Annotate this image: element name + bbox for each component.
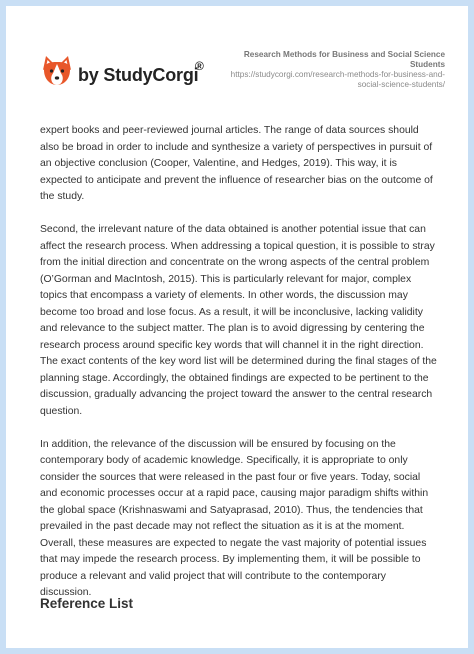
paragraph: In addition, the relevance of the discussion will be ensured by focusing on the contemporary body of academic knowledge. Specifically, it is appropriate to only consider the sources that were released in the past four or five years. Today, social and economic processes occur at a rapid pace, causing major paradigm shifts within the global space (Krishnaswami and Satyaprasad, 2010). Thus, the tendencies that prevailed in the past decade may not reflect the situation as it is at the moment. Overall, these measures are expected to negate the vast majority of potential issues that may impede the research process. By implementing them, it will be possible to produce a relevant and valid project that will contribute to the contemporary discussion. xyxy=(40,438,429,598)
document-page xyxy=(6,6,468,648)
paragraph: expert books and peer-reviewed journal articles. The range of data sources should also be broad in order to include and synthesize a variety of perspectives in pursuit of an objective conclusion (Cooper, Valentine, and Hedges, 2019). This way, it is expected to anticipate and prevent the influence of researcher bias on the outcome of the study. xyxy=(40,125,433,202)
document-title: Research Methods for Business and Social Science Students xyxy=(243,50,445,69)
paragraph: Second, the irrelevant nature of the data obtained is another potential issue that can affect the research process. When addressing a topical question, it is possible to stray from the initial direction and concentrate on the wrong aspects of the central problem (O’Gorman and MacIntosh, 2015). This is particularly relevant for major, complex topics that encompass a variety of elements. In other words, the discussion may become too broad and lose focus. As a result, it will be inconclusive, lacking validity and relevance to the subject matter. The plan is to avoid digressing by centering the research process around specific key words that will channel it in the right direction. The exact contents of the key word list will be determined during the final stages of the planning stage. Accordingly, the obtained findings are expected to be pertinent to the discussion, gradually advancing the project toward the answer to the central research question. xyxy=(40,224,437,417)
document-meta xyxy=(215,50,445,90)
page-header xyxy=(6,6,468,106)
article-body xyxy=(40,123,438,618)
studycorgi-logo[interactable] xyxy=(40,54,240,94)
logo-name: StudyCorgi xyxy=(103,65,199,85)
document-url-link[interactable]: https://studycorgi.com/research-methods-for-business-and-social-science-students/ xyxy=(230,70,445,89)
registered-mark: ® xyxy=(195,59,204,73)
logo-prefix: by xyxy=(78,65,104,85)
corgi-icon xyxy=(40,54,74,90)
reference-list-heading: Reference List xyxy=(40,596,134,611)
